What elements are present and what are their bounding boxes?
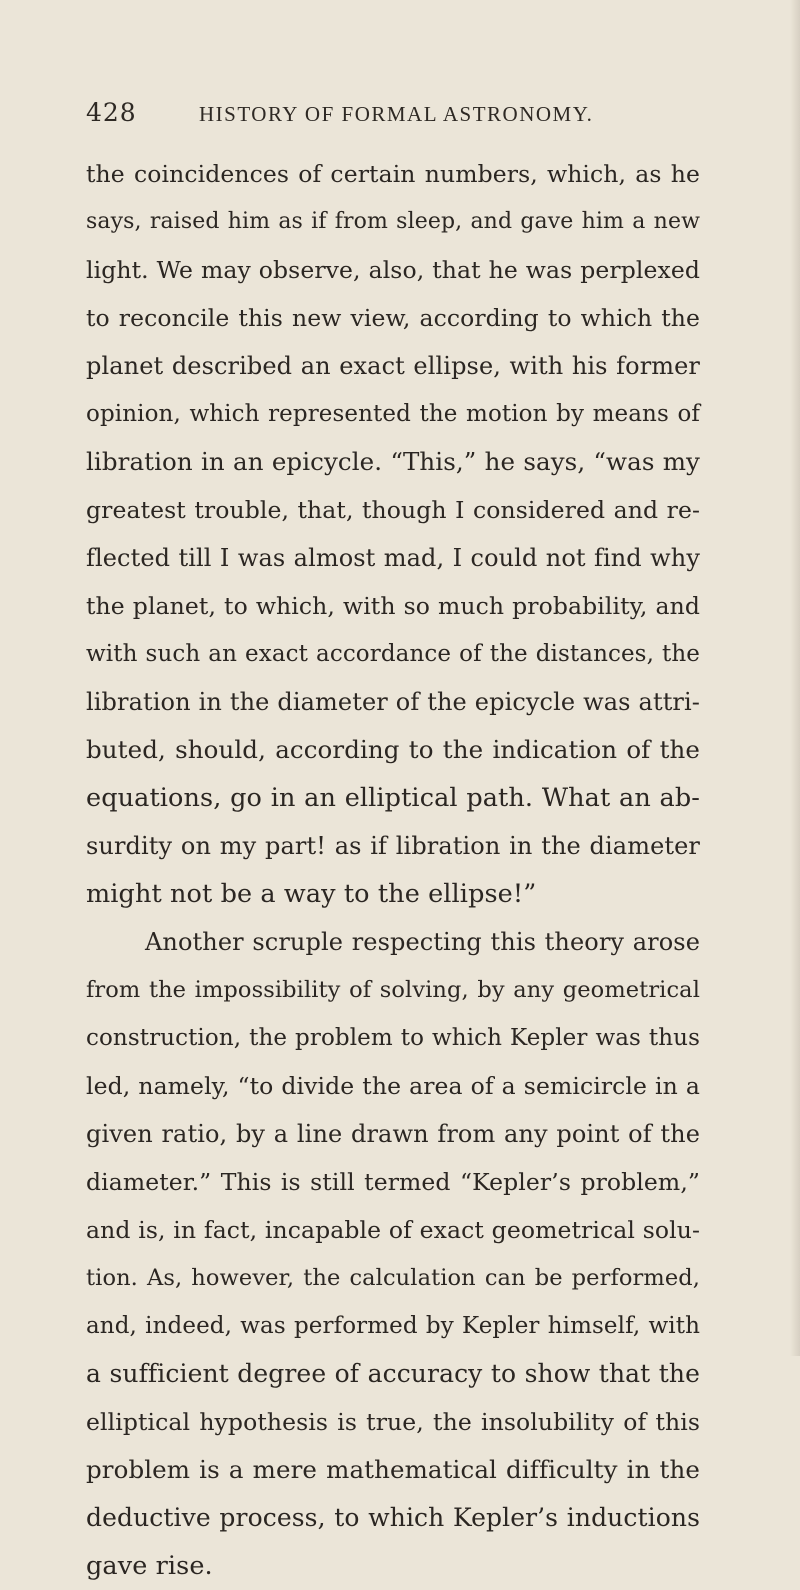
text-line: libration in the diameter of the epicycle was attri- xyxy=(86,688,700,716)
text-line: libration in an epicycle. “This,” he says, “was my xyxy=(86,447,700,476)
running-title: HISTORY OF FORMAL ASTRONOMY. xyxy=(199,102,594,126)
text-line: from the impossibility of solving, by any geometrical xyxy=(86,977,700,1003)
text-line: the coincidences of certain numbers, which, as he xyxy=(86,160,700,188)
paragraph-1 xyxy=(86,150,700,918)
text-line: surdity on my part! as if libration in the diameter xyxy=(86,832,700,860)
running-head xyxy=(86,98,726,132)
paragraph-2 xyxy=(86,918,700,1590)
text-line: given ratio, by a line drawn from any point of the xyxy=(86,1120,700,1148)
text-line: equations, go in an elliptical path. What an ab- xyxy=(86,783,700,813)
text-line: a sufficient degree of accuracy to show that the xyxy=(86,1359,700,1388)
text-line: light. We may observe, also, that he was perplexed xyxy=(86,256,700,284)
text-line: and is, in fact, incapable of exact geometrical solu- xyxy=(86,1216,700,1244)
text-line: to reconcile this new view, according to which the xyxy=(86,304,700,332)
text-line: planet described an exact ellipse, with his former xyxy=(86,352,700,380)
text-line: opinion, which represented the motion by means of xyxy=(86,401,700,427)
text-line: diameter.” This is still termed “Kepler’s problem,” xyxy=(86,1168,700,1196)
text-line: gave rise. xyxy=(86,1551,213,1581)
text-line: and, indeed, was performed by Kepler himself, with xyxy=(86,1313,700,1339)
text-line: construction, the problem to which Kepler was thus xyxy=(86,1025,700,1051)
text-line: tion. As, however, the calculation can be performed, xyxy=(86,1265,700,1291)
body-text xyxy=(86,150,700,1590)
text-line: the planet, to which, with so much probability, and xyxy=(86,592,700,620)
text-line: elliptical hypothesis is true, the insolubility of this xyxy=(86,1408,700,1436)
text-line: says, raised him as if from sleep, and gave him a new xyxy=(86,209,700,234)
text-line: greatest trouble, that, though I considered and re- xyxy=(86,496,700,524)
text-line: with such an exact accordance of the distances, the xyxy=(86,641,700,667)
page-edge-shadow xyxy=(790,0,800,1356)
page-number: 428 xyxy=(86,98,137,127)
text-line: buted, should, according to the indication of the xyxy=(86,735,700,764)
text-line: deductive process, to which Kepler’s inductions xyxy=(86,1503,700,1532)
text-line: problem is a mere mathematical difficulty in the xyxy=(86,1455,700,1484)
text-line: led, namely, “to divide the area of a semicircle in a xyxy=(86,1072,700,1100)
text-line: might not be a way to the ellipse!” xyxy=(86,879,537,909)
text-line: flected till I was almost mad, I could not find why xyxy=(86,544,700,572)
text-line: Another scruple respecting this theory arose xyxy=(145,928,700,956)
